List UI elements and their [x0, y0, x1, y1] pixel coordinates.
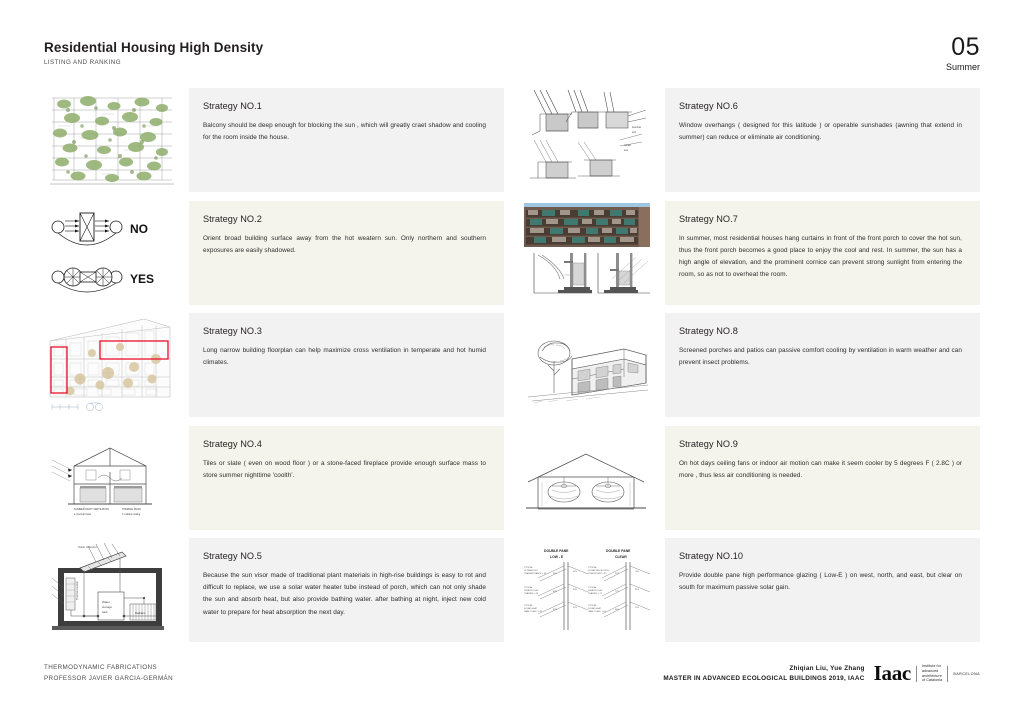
- strategy-body: Window overhangs ( designed for this latitude ) or operable sunshades (awning that extend in summer) can reduce or eliminate air conditioning.: [679, 122, 962, 142]
- svg-text:TYPICAL: TYPICAL: [524, 587, 533, 589]
- strategy-title: Strategy NO.5: [203, 551, 262, 561]
- iaac-tagline-line1: Institute for: [921, 664, 942, 669]
- svg-text:77%: 77%: [615, 591, 620, 593]
- strategy-title: Strategy NO.6: [679, 101, 738, 111]
- figure-floorplan-cross-ventilation: [44, 313, 177, 417]
- svg-text:TYPICAL: TYPICAL: [588, 567, 597, 569]
- iaac-tagline-line3: architecture: [921, 673, 942, 678]
- footer-credit-block: [663, 663, 980, 684]
- strategy-body: Long narrow building floorplan can help maximize cross ventilation in temperate and hot humid climates.: [203, 347, 486, 367]
- svg-text:TRANSM. = 77: TRANSM. = 77: [588, 593, 603, 595]
- glazing-label-clear-2: CLEAR: [615, 555, 627, 559]
- radiator-label: Radiator: [135, 611, 146, 615]
- strategy-card: [665, 313, 980, 417]
- water-tank-label-1: Water: [102, 600, 110, 604]
- thermal-module-label: Thermal module: [76, 581, 79, 600]
- strategy-card: [189, 201, 504, 305]
- svg-text:SOLAR HEAT: SOLAR HEAT: [588, 608, 602, 610]
- strategy-body: On hot days ceiling fans or indoor air motion can make it seem cooler by 5 degrees F ( 2.8C ) or more , thus less air conditioning is needed.: [679, 459, 962, 479]
- svg-text:GAIN COEFF. = 45: GAIN COEFF. = 45: [524, 611, 542, 613]
- iaac-logo: [874, 663, 980, 684]
- strategy-card: [189, 88, 504, 192]
- strategy-row: [520, 313, 980, 417]
- iaac-tagline-line4: of Catalonia: [921, 678, 943, 683]
- strategy-card: [665, 538, 980, 642]
- footer-authors: Zhiqian Liu, Yue Zhang: [789, 665, 865, 672]
- footer-course: THERMODYNAMIC FABRICATIONS: [44, 664, 157, 671]
- footer-professor: PROFESSOR JAVIER GARCIA-GERMÁN: [44, 674, 173, 682]
- strategy-title: Strategy NO.10: [679, 551, 744, 561]
- strategy-body: Balcony should be deep enough for blocking the sun , which will greatly craet shadow and cooling for the room inside the house.: [203, 122, 486, 142]
- figure-thermal-mass-house-section: [44, 426, 177, 530]
- svg-text:sun: sun: [624, 149, 629, 152]
- svg-text:70%: 70%: [635, 607, 640, 609]
- strategy-title: Strategy NO.4: [203, 438, 262, 449]
- strategy-row: [44, 313, 504, 417]
- strategy-body: Screened porches and patios can passive comfort cooling by ventilation in warm weather and can prevent insect problems.: [679, 347, 962, 367]
- svg-text:GAIN COEFF. = 66: GAIN COEFF. = 66: [588, 611, 606, 613]
- svg-text:39%: 39%: [553, 573, 558, 575]
- strategy-body: Because the sun visor made of traditional plant materials in high-rise buildings is easy to rot and difficult to replace, we use a solar water heater tube instead of porch, which can not only shade the sun and absorb heat, but also provide bathing water. after bathing at night, inject new cold water to prepare for heat absorption the next day.: [203, 572, 486, 616]
- strategy-title: Strategy NO.1: [203, 101, 262, 111]
- footer-course-block: [44, 663, 173, 684]
- svg-text:sun: sun: [632, 131, 637, 134]
- solar-collector-label: Solar collector: [78, 545, 98, 549]
- season-label: Summer: [945, 62, 980, 72]
- strategy-row: [520, 201, 980, 305]
- svg-text:TRANSMITTANCE = 39: TRANSMITTANCE = 39: [524, 573, 547, 575]
- svg-text:81%: 81%: [635, 589, 640, 591]
- strategy-body: In summer, most residential houses hang curtains in front of the front porch to cover the hot sun, thus the front porch becomes a good place to enjoy the cool and rest. In summer, the sun has a high angle of elevation, and the prominent cornice can prevent strong sunlight from entering the room, so as not to overheat the room.: [679, 234, 962, 279]
- footer-program: MASTER IN ADVANCED ECOLOGICAL BUILDINGS 2019, IAAC: [663, 675, 865, 682]
- svg-text:25%: 25%: [615, 573, 620, 575]
- water-tank-label-3: tank: [102, 610, 108, 614]
- svg-text:THERMAL MASS: THERMAL MASS: [122, 507, 141, 511]
- strategy-row: [520, 426, 980, 530]
- svg-text:COEFFICIENT = 25: COEFFICIENT = 25: [588, 573, 607, 575]
- strategy-title: Strategy NO.7: [679, 213, 738, 224]
- iaac-tagline-line2: advanced: [921, 668, 939, 673]
- figure-screened-porch-house-perspective: [520, 313, 653, 417]
- glazing-label-lowe-1: DOUBLE PANE: [544, 549, 569, 553]
- iaac-city: BARCELONA: [953, 671, 980, 676]
- figure-apartment-facade-photo-and-sections: [520, 201, 653, 305]
- svg-text:VISIBLE LIGHT: VISIBLE LIGHT: [588, 590, 603, 592]
- iaac-wordmark: Iaac: [873, 661, 911, 685]
- glazing-label-lowe-2: LOW - E: [550, 555, 564, 559]
- strategy-card: [189, 538, 504, 642]
- svg-text:76%: 76%: [635, 571, 640, 573]
- water-tank-label-2: storage: [102, 605, 113, 609]
- strategy-title: Strategy NO.9: [679, 438, 738, 449]
- figure-orientation-no-yes-diagram: [44, 201, 177, 305]
- glazing-label-clear-1: DOUBLE PANE: [606, 549, 631, 553]
- figure-window-overhang-sun-angles: [520, 88, 653, 192]
- svg-text:TYPICAL: TYPICAL: [588, 587, 597, 589]
- orientation-label-yes: YES: [130, 271, 155, 286]
- svg-text:TRANSM. = 63: TRANSM. = 63: [524, 593, 539, 595]
- svg-text:winter: winter: [624, 144, 631, 147]
- page-subtitle: LISTING AND RANKING: [44, 59, 121, 66]
- strategy-row: [44, 88, 504, 192]
- strategy-title: Strategy NO.8: [679, 326, 738, 336]
- strategy-card: [665, 88, 980, 192]
- strategy-card: [189, 313, 504, 417]
- svg-text:63%: 63%: [553, 591, 558, 593]
- page-footer: [44, 663, 980, 699]
- footer-authors-block: [663, 663, 864, 684]
- svg-text:b. radiant cooling: b. radiant cooling: [122, 512, 141, 516]
- figure-solar-water-heater-section: [44, 538, 177, 642]
- figure-ceiling-fan-section: [520, 426, 653, 530]
- page-number-block: [946, 34, 980, 73]
- strategy-card: [665, 426, 980, 530]
- page-title: Residential Housing High Density: [44, 40, 264, 55]
- figure-double-pane-glazing-diagram: [520, 538, 653, 642]
- strategy-row: [520, 538, 980, 642]
- orientation-label-no: NO: [130, 221, 148, 236]
- strategy-body: Tiles or slate ( even on wood floor ) or a stone-faced fireplace provide enough surface mass to store summer nighttime 'coolth'.: [203, 459, 486, 479]
- svg-text:60%: 60%: [573, 589, 578, 591]
- svg-text:SOLAR HEAT: SOLAR HEAT: [524, 608, 538, 610]
- strategy-title: Strategy NO.3: [203, 326, 262, 336]
- strategy-row: [44, 201, 504, 305]
- svg-text:SOLAR REFLECTION: SOLAR REFLECTION: [588, 570, 609, 572]
- svg-text:TYPICAL: TYPICAL: [524, 567, 533, 569]
- figure-balcony-vegetation-elevation: [44, 88, 177, 192]
- svg-text:a. thermal mass: a. thermal mass: [74, 512, 92, 516]
- page-number: 05: [951, 33, 980, 61]
- page-header: [44, 33, 980, 80]
- svg-text:VISIBLE LIGHT: VISIBLE LIGHT: [524, 590, 539, 592]
- strategy-row: [44, 538, 504, 642]
- strategy-title: Strategy NO.2: [203, 213, 262, 224]
- strategy-body: Provide double pane high performance glazing ( Low-E ) on west, north, and east, but clear on south for maximum passive solar gain.: [679, 572, 962, 592]
- strategy-body: Orient broad building surface away from the hot weatern sun. Only northern and southern exposures are easily shadowed.: [203, 234, 486, 254]
- strategy-row: [520, 88, 980, 192]
- strategy-card: [189, 426, 504, 530]
- title-block: [44, 40, 263, 67]
- svg-text:66%: 66%: [615, 609, 620, 611]
- svg-text:45%: 45%: [573, 571, 578, 573]
- strategy-grid: [44, 88, 980, 642]
- svg-text:TYPICAL: TYPICAL: [588, 605, 597, 607]
- logo-divider: [916, 666, 917, 682]
- svg-text:SUMMER NIGHT VENTILATION: SUMMER NIGHT VENTILATION: [74, 507, 109, 511]
- svg-text:summer: summer: [632, 126, 642, 129]
- svg-text:TYPICAL: TYPICAL: [524, 605, 533, 607]
- svg-text:45%: 45%: [553, 609, 558, 611]
- logo-divider-2: [947, 666, 948, 682]
- strategy-card: [665, 201, 980, 305]
- strategy-row: [44, 426, 504, 530]
- svg-text:ULTRAVIOLET: ULTRAVIOLET: [524, 570, 538, 572]
- svg-text:52%: 52%: [573, 607, 578, 609]
- iaac-tagline: [922, 664, 942, 682]
